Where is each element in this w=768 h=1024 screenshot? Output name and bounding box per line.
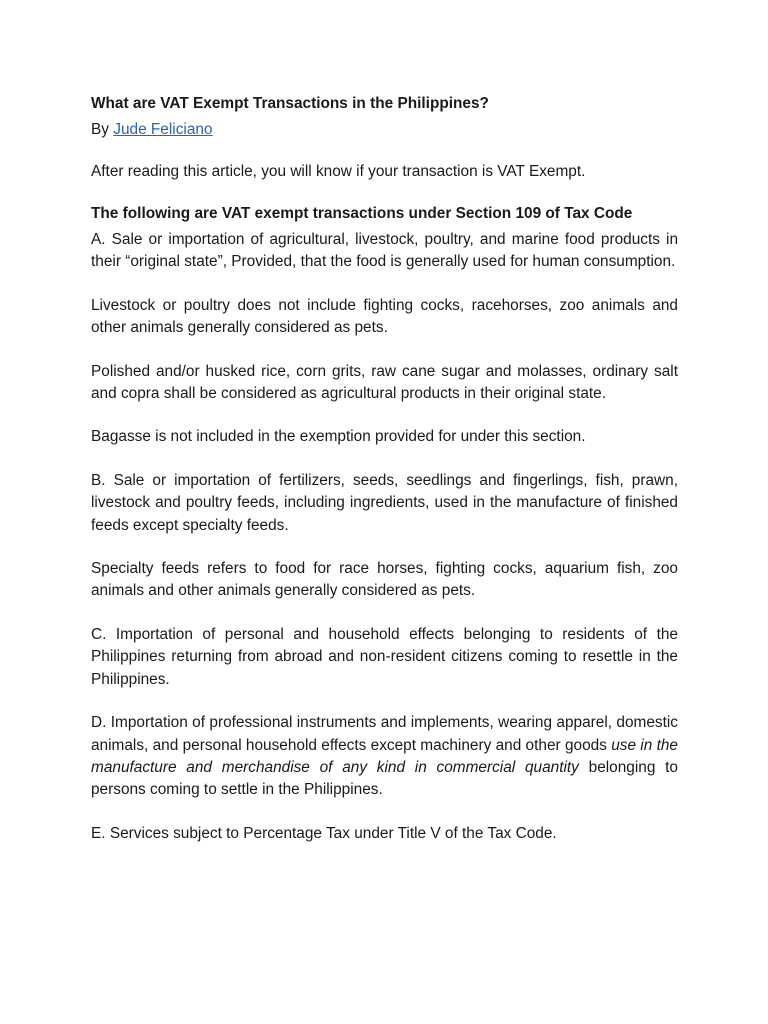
section-subheading: The following are VAT exempt transactions under Section 109 of Tax Code xyxy=(91,205,633,222)
paragraph-livestock: Livestock or poultry does not include fighting cocks, racehorses, zoo animals and other animals generally considered as pets. xyxy=(91,296,678,337)
byline-prefix: By xyxy=(91,121,109,138)
byline xyxy=(91,119,678,161)
paragraph-specialty: Specialty feeds refers to food for race horses, fighting cocks, aquarium fish, zoo animals and other animals generally considered as pets. xyxy=(91,560,678,600)
paragraph-rice: Polished and/or husked rice, corn grits, raw cane sugar and molasses, ordinary salt and copra shall be considered as agricultural products in their original state. xyxy=(91,362,678,403)
paragraph-d xyxy=(91,712,678,802)
paragraph-d-italic: use in the manufacture and merchandise of any kind in commercial quantity xyxy=(91,736,678,776)
paragraph-b: B. Sale or importation of fertilizers, seeds, seedlings and fingerlings, fish, prawn, livestock and poultry feeds, including ingredients, used in the manufacture of finished feeds except specialty feeds. xyxy=(91,471,678,534)
author-link[interactable]: Jude Feliciano xyxy=(113,121,213,138)
article-body xyxy=(91,93,678,845)
paragraph-e: E. Services subject to Percentage Tax under Title V of the Tax Code. xyxy=(91,824,557,842)
paragraph-a: A. Sale or importation of agricultural, livestock, poultry, and marine food products in their “original state”, Provided, that the food is generally used for human consumption. xyxy=(91,231,678,271)
paragraph-d-start: D. Importation of professional instruments and implements, wearing apparel, domestic animals, and personal household effects except machinery and other goods xyxy=(91,714,678,754)
article-title: What are VAT Exempt Transactions in the Philippines? xyxy=(91,95,489,112)
paragraph-bagasse: Bagasse is not included in the exemption provided for under this section. xyxy=(91,428,586,446)
paragraph-d-end: belonging to persons coming to settle in the Philippines. xyxy=(91,758,678,799)
intro-text: After reading this article, you will know if your transaction is VAT Exempt. xyxy=(91,163,586,180)
paragraph-c: C. Importation of personal and household effects belonging to residents of the Philippines returning from abroad and non-resident citizens coming to resettle in the Philippines. xyxy=(91,625,678,688)
